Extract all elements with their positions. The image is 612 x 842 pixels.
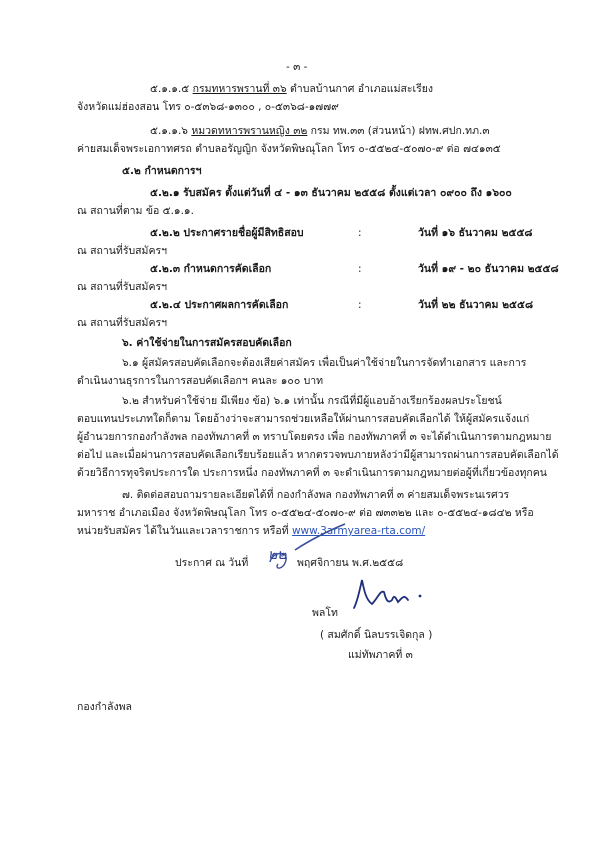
section-6-1-line-2: ดำเนินงานธุรการในการสอบคัดเลือกฯ คนละ ๑๐๐ บาท [77,375,324,387]
section-6-2-line-4: ต่อไป และเมื่อผ่านการสอบคัดเลือกเรียบร้อยแล้ว หากตรวจพบภายหลังว่ามีผู้สามารถผ่านการสอบคัดเลือกได้ [77,449,559,461]
section-5-2-3-location: ณ สถานที่รับสมัครฯ [77,281,168,293]
section-5-1-1-5 [150,82,433,96]
unit-name: กรมทหารพรานที่ ๓๖ [192,83,287,95]
section-5-1-1-6-contact: ค่ายสมเด็จพระเอกาทศรถ ตำบลอรัญญิก จังหวัดพิษณุโลก โทร ๐-๕๕๒๔-๕๐๗๐-๙ ต่อ ๗๔๑๓๕ [77,143,501,155]
section-6-title: ๖. ค่าใช้จ่ายในการสมัครสอบคัดเลือก [122,337,292,349]
section-5-2-4-date: วันที่ ๒๒ ธันวาคม ๒๕๕๘ [418,299,534,311]
announcement-text: ประกาศ ณ วันที่ [175,557,249,569]
section-7-line-2: มหาราช อำเภอเมือง จังหวัดพิษณุโลก โทร ๐-๕๕๒๔-๕๐๗๐-๙ ต่อ ๗๓๓๒๒ และ ๐-๕๕๒๔-๑๘๔๒ หรือ [77,507,534,519]
section-number: ๕.๑.๑.๖ [150,125,188,137]
section-5-2-title: ๕.๒ กำหนดการฯ [122,165,202,177]
announcement-line [175,556,248,570]
section-6-2-line-5: ด้วยวิธีการทุจริตประการใด ประการหนึ่ง กองทัพภาคที่ ๓ จะดำเนินการตามกฎหมายต่อผู้ที่เกี่ยวข้องทุกคน [77,467,547,479]
announcement-month-year: พฤศจิกายน พ.ศ.๒๕๕๘ [297,557,404,569]
section-5-2-2-location: ณ สถานที่รับสมัครฯ [77,245,168,257]
section-5-2-4-colon: : [358,299,362,311]
handwritten-signature [350,570,440,620]
handwritten-day: ๒๒ [268,547,287,563]
section-7-line-1: ๗. ติดต่อสอบถามรายละเอียดได้ที่ กองกำลังพล กองทัพภาคที่ ๓ ค่ายสมเด็จพระนเรศวร [122,489,510,501]
section-6-1-line-1: ๖.๑ ผู้สมัครสอบคัดเลือกจะต้องเสียค่าสมัคร เพื่อเป็นค่าใช้จ่ายในการจัดทำเอกสาร และการ [122,357,527,369]
location: ตำบลบ้านกาศ อำเภอแม่สะเรียง [289,83,434,95]
section-number: ๕.๑.๑.๕ [150,83,190,95]
section-6-2-line-2: ตอบแทนประเภทใดก็ตาม โดยอ้างว่าจะสามารถช่วยเหลือให้ผ่านการสอบคัดเลือกได้ ให้ผู้สมัครแจ้งแก่ [77,413,530,425]
signature-position: แม่ทัพภาคที่ ๓ [348,649,413,661]
section-5-2-2-label: ๕.๒.๒ ประกาศรายชื่อผู้มีสิทธิสอบ [150,227,304,239]
section-5-2-1: ๕.๒.๑ รับสมัคร ตั้งแต่วันที่ ๔ - ๑๓ ธันวาคม ๒๕๕๘ ตั้งแต่เวลา ๐๙๐๐ ถึง ๑๖๐๐ [150,187,512,199]
signature-name: ( สมศักดิ์ นิลบรรเจิดกุล ) [320,629,433,641]
section-5-2-3-label: ๕.๒.๓ กำหนดการคัดเลือก [150,263,272,275]
page-number: - ๓ - [286,61,308,73]
section-5-1-1-6 [150,124,490,138]
contact-text: หน่วยรับสมัคร ได้ในวันและเวลาราชการ หรือที่ [77,525,289,537]
unit-name: หมวดทหารพรานหญิง ๓๒ [191,125,308,137]
website-link[interactable]: www.3armyarea-rta.com/ [291,525,426,537]
section-5-2-4-label: ๕.๒.๔ ประกาศผลการคัดเลือก [150,299,289,311]
section-5-1-1-5-contact: จังหวัดแม่ฮ่องสอน โทร ๐-๕๓๖๘-๑๓๐๐ , ๐-๕๓๖๘-๑๗๗๙ [77,101,339,113]
unit-detail: กรม ทพ.๓๓ (ส่วนหน้า) ฝทพ.ศปก.ทภ.๓ [310,125,490,137]
section-6-2-line-1: ๖.๒ สำหรับค่าใช้จ่าย มีเพียง ข้อ) ๖.๑ เท่านั้น กรณีที่มีผู้แอบอ้างเรียกร้องผลประโยชน์ [122,395,502,407]
footer-office: กองกำลังพล [77,701,132,713]
section-5-2-3-date: วันที่ ๑๙ - ๒๐ ธันวาคม ๒๕๕๘ [418,263,559,275]
section-5-2-4-location: ณ สถานที่รับสมัครฯ [77,317,168,329]
handwritten-date-mark [250,520,360,580]
signature-rank: พลโท [312,607,338,619]
section-5-2-3-colon: : [358,263,362,275]
section-5-2-2-colon: : [358,227,362,239]
section-5-2-1-location: ณ สถานที่ตาม ข้อ ๕.๑.๑. [77,205,194,217]
section-6-2-line-3: ผู้อำนวยการกองกำลังพล กองทัพภาคที่ ๓ ทราบโดยตรง เพื่อ กองทัพภาคที่ ๓ จะได้ดำเนินการตามกฎหมาย [77,431,552,443]
section-5-2-2-date: วันที่ ๑๖ ธันวาคม ๒๕๕๘ [418,227,533,239]
